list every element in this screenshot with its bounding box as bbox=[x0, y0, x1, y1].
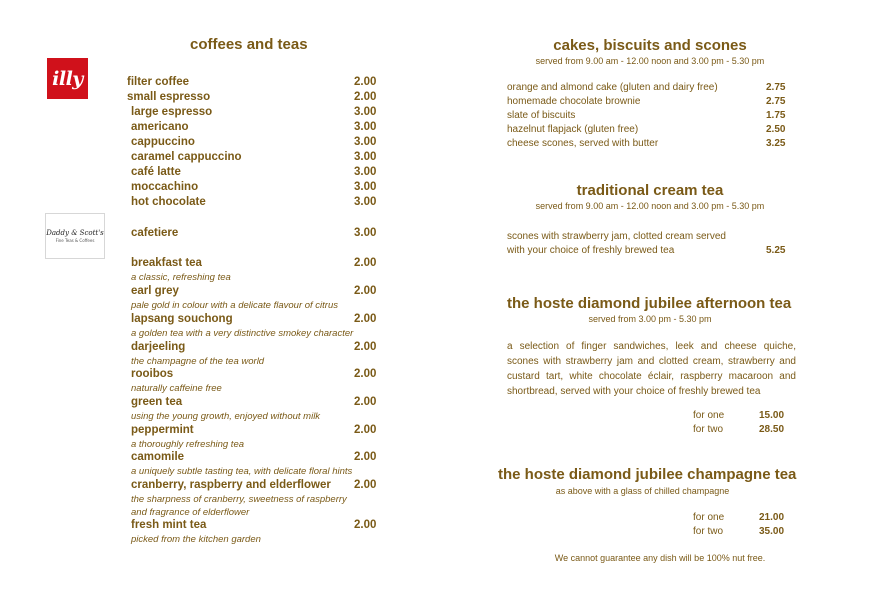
afternoon-tea-served-times: served from 3.00 pm - 5.30 pm bbox=[588, 314, 712, 324]
tea-description: a thoroughly refreshing tea bbox=[131, 439, 245, 450]
champagne-tea-heading: the hoste diamond jubilee champagne tea bbox=[498, 466, 797, 483]
tea-description: a golden tea with a very distinctive smokey character bbox=[131, 328, 354, 339]
afternoon-for-two-label: for two bbox=[693, 424, 724, 435]
tea-description: naturally caffeine free bbox=[131, 383, 222, 394]
tea-price: 2.00 bbox=[354, 285, 377, 297]
cake-item-price: 2.75 bbox=[766, 82, 786, 93]
tea-name: cranberry, raspberry and elderflower bbox=[131, 479, 331, 491]
tea-name: lapsang souchong bbox=[131, 313, 233, 325]
tea-price: 2.00 bbox=[354, 519, 377, 531]
tea-price: 2.00 bbox=[354, 257, 377, 269]
cake-item-price: 1.75 bbox=[766, 110, 786, 121]
afternoon-tea-heading: the hoste diamond jubilee afternoon tea bbox=[507, 295, 792, 312]
cake-item-name: hazelnut flapjack (gluten free) bbox=[507, 124, 639, 135]
champagne-for-one-label: for one bbox=[693, 512, 725, 523]
tea-price: 2.00 bbox=[354, 479, 377, 491]
coffee-name: small espresso bbox=[127, 91, 211, 103]
tea-price: 2.00 bbox=[354, 396, 377, 408]
cream-tea-line1: scones with strawberry jam, clotted cream served bbox=[507, 231, 726, 242]
tea-description: the champagne of the tea world bbox=[131, 356, 265, 367]
cream-tea-line2: with your choice of freshly brewed tea bbox=[507, 245, 675, 256]
cream-tea-price: 5.25 bbox=[766, 245, 786, 256]
coffee-name: moccachino bbox=[131, 181, 199, 193]
coffee-name: hot chocolate bbox=[131, 196, 206, 208]
cake-item-price: 2.75 bbox=[766, 96, 786, 107]
tea-price: 2.00 bbox=[354, 368, 377, 380]
tea-description: pale gold in colour with a delicate flavour of citrus bbox=[131, 300, 339, 311]
tea-description: the sharpness of cranberry, sweetness of raspberry bbox=[131, 494, 347, 505]
tea-price: 2.00 bbox=[354, 313, 377, 325]
coffee-price: 2.00 bbox=[354, 76, 377, 88]
tea-name: camomile bbox=[131, 451, 185, 463]
cream-tea-served-times: served from 9.00 am - 12.00 noon and 3.00 pm - 5.30 pm bbox=[535, 201, 765, 211]
tea-price: 2.00 bbox=[354, 424, 377, 436]
cake-item-name: cheese scones, served with butter bbox=[507, 138, 659, 149]
tea-description: a uniquely subtle tasting tea, with delicate floral hints bbox=[131, 466, 353, 477]
cake-item-price: 3.25 bbox=[766, 138, 786, 149]
tea-name: darjeeling bbox=[131, 341, 186, 353]
tea-name: green tea bbox=[131, 396, 183, 408]
coffees-and-teas-heading: coffees and teas bbox=[190, 36, 308, 53]
coffee-price: 3.00 bbox=[354, 121, 377, 133]
cakes-served-times: served from 9.00 am - 12.00 noon and 3.00 pm - 5.30 pm bbox=[535, 56, 765, 66]
champagne-tea-subtitle: as above with a glass of chilled champagne bbox=[555, 486, 730, 496]
champagne-for-two-price: 35.00 bbox=[759, 526, 785, 537]
coffee-price: 2.00 bbox=[354, 91, 377, 103]
champagne-for-two-label: for two bbox=[693, 526, 724, 537]
coffee-price: 3.00 bbox=[354, 106, 377, 118]
tea-name: peppermint bbox=[131, 424, 194, 436]
coffee-name: caramel cappuccino bbox=[131, 151, 242, 163]
coffee-price: 3.00 bbox=[354, 151, 377, 163]
coffee-name: americano bbox=[131, 121, 189, 133]
tea-description: picked from the kitchen garden bbox=[131, 534, 261, 545]
illy-logo bbox=[47, 58, 88, 99]
tea-name: rooibos bbox=[131, 368, 174, 380]
afternoon-for-one-label: for one bbox=[693, 410, 725, 421]
afternoon-for-two-price: 28.50 bbox=[759, 424, 785, 435]
cake-item-price: 2.50 bbox=[766, 124, 786, 135]
cafetiere-name: cafetiere bbox=[131, 227, 179, 239]
cream-tea-heading: traditional cream tea bbox=[576, 182, 724, 199]
afternoon-for-one-price: 15.00 bbox=[759, 410, 785, 421]
cakes-heading: cakes, biscuits and scones bbox=[553, 37, 747, 54]
nut-free-disclaimer: We cannot guarantee any dish will be 100% nut free. bbox=[554, 553, 766, 563]
afternoon-tea-description: a selection of finger sandwiches, leek and cheese quiche, scones with strawberry jam and clotted cream, strawberry and custard tart, white chocolate éclair, raspberry macaroon and shortbread, served with your choice of freshly brewed tea bbox=[507, 341, 796, 397]
daddy-logo-name: Daddy & Scott's bbox=[46, 229, 104, 237]
tea-name: fresh mint tea bbox=[131, 519, 207, 531]
cake-item-name: slate of biscuits bbox=[507, 110, 576, 121]
tea-description: a classic, refreshing tea bbox=[131, 272, 231, 283]
cafetiere-price: 3.00 bbox=[354, 227, 377, 239]
tea-description: using the young growth, enjoyed without milk bbox=[131, 411, 321, 422]
daddy-and-scotts-logo bbox=[45, 213, 105, 259]
cake-item-name: homemade chocolate brownie bbox=[507, 96, 641, 107]
tea-price: 2.00 bbox=[354, 341, 377, 353]
champagne-for-one-price: 21.00 bbox=[759, 512, 785, 523]
illy-logo-text: illy bbox=[52, 67, 83, 90]
tea-description-line2: and fragrance of elderflower bbox=[131, 507, 250, 518]
coffee-name: cappuccino bbox=[131, 136, 195, 148]
tea-price: 2.00 bbox=[354, 451, 377, 463]
coffee-price: 3.00 bbox=[354, 136, 377, 148]
coffee-price: 3.00 bbox=[354, 166, 377, 178]
tea-name: earl grey bbox=[131, 285, 179, 297]
coffee-name: large espresso bbox=[131, 106, 213, 118]
cake-item-name: orange and almond cake (gluten and dairy free) bbox=[507, 82, 718, 93]
coffee-price: 3.00 bbox=[354, 181, 377, 193]
coffee-price: 3.00 bbox=[354, 196, 377, 208]
tea-name: breakfast tea bbox=[131, 257, 202, 269]
coffee-name: filter coffee bbox=[127, 76, 189, 88]
coffee-name: café latte bbox=[131, 166, 181, 178]
daddy-logo-sub: Fine Teas & Coffees bbox=[55, 238, 95, 243]
